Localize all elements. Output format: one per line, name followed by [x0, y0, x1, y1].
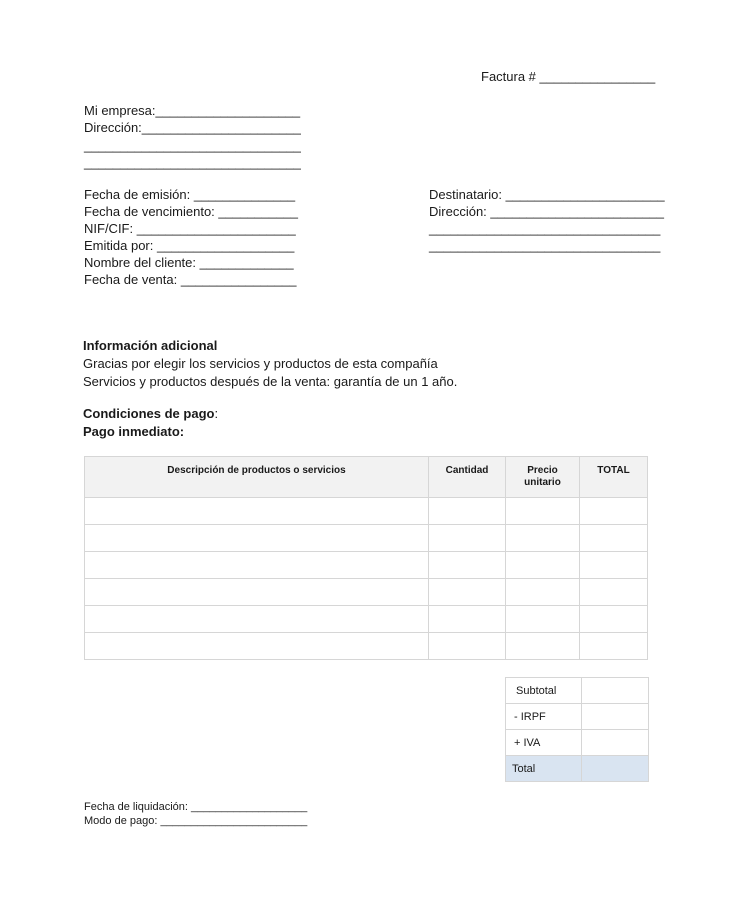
irpf-value-cell[interactable] — [582, 704, 649, 730]
subtotal-value-cell[interactable] — [582, 678, 649, 704]
payment-method-field: Modo de pago: ________________________ — [84, 815, 308, 827]
sale-date-field: Fecha de venta: ________________ — [84, 272, 297, 287]
header-quantity: Cantidad — [429, 457, 506, 498]
issue-date-field: Fecha de emisión: ______________ — [84, 187, 296, 202]
payment-terms-heading — [83, 405, 218, 422]
description-cell[interactable] — [85, 525, 429, 552]
unit-price-cell[interactable] — [506, 498, 580, 525]
table-row — [85, 579, 648, 606]
description-cell[interactable] — [85, 552, 429, 579]
additional-info-line-1: Gracias por elegir los servicios y productos de esta compañía — [83, 356, 438, 371]
subtotal-label: Subtotal — [506, 678, 582, 704]
payment-terms-colon: : — [214, 406, 219, 421]
quantity-cell[interactable] — [429, 633, 506, 660]
client-name-field: Nombre del cliente: _____________ — [84, 255, 294, 270]
additional-info-heading: Información adicional — [83, 338, 218, 353]
description-cell[interactable] — [85, 606, 429, 633]
recipient-address-line-2: ________________________________ — [429, 221, 661, 236]
unit-price-cell[interactable] — [506, 552, 580, 579]
items-table — [84, 456, 648, 660]
quantity-cell[interactable] — [429, 552, 506, 579]
total-row — [506, 756, 649, 782]
invoice-number-label: Factura # ________________ — [481, 69, 656, 84]
settlement-date-field: Fecha de liquidación: ___________________ — [84, 801, 308, 813]
header-unit-price — [506, 457, 580, 498]
iva-label: + IVA — [506, 730, 582, 756]
total-value-cell[interactable] — [582, 756, 649, 782]
total-cell[interactable] — [580, 552, 648, 579]
header-description: Descripción de productos o servicios — [85, 457, 429, 498]
irpf-row — [506, 704, 649, 730]
company-address-field: Dirección:______________________ — [84, 120, 301, 135]
due-date-field: Fecha de vencimiento: ___________ — [84, 204, 298, 219]
header-unit-price-line-1: Precio — [527, 465, 558, 476]
description-cell[interactable] — [85, 579, 429, 606]
total-cell[interactable] — [580, 633, 648, 660]
description-cell[interactable] — [85, 498, 429, 525]
quantity-cell[interactable] — [429, 525, 506, 552]
payment-immediate-label: Pago inmediato: — [83, 424, 185, 439]
unit-price-cell[interactable] — [506, 633, 580, 660]
table-row — [85, 606, 648, 633]
total-cell[interactable] — [580, 606, 648, 633]
recipient-address-field: Dirección: ________________________ — [429, 204, 664, 219]
quantity-cell[interactable] — [429, 498, 506, 525]
header-unit-price-line-2: unitario — [524, 477, 561, 488]
company-address-line-2: ______________________________ — [84, 138, 301, 153]
items-table-header-row — [85, 457, 648, 498]
company-address-line-3: ______________________________ — [84, 155, 301, 170]
total-label: Total — [506, 756, 582, 782]
recipient-address-line-3: ________________________________ — [429, 238, 661, 253]
irpf-label: - IRPF — [506, 704, 582, 730]
table-row — [85, 498, 648, 525]
tax-id-field: NIF/CIF: ______________________ — [84, 221, 296, 236]
description-cell[interactable] — [85, 633, 429, 660]
totals-table — [505, 677, 649, 782]
total-cell[interactable] — [580, 525, 648, 552]
iva-row — [506, 730, 649, 756]
payment-terms-heading-text: Condiciones de pago — [83, 406, 215, 421]
total-cell[interactable] — [580, 498, 648, 525]
table-row — [85, 633, 648, 660]
recipient-name-field: Destinatario: ______________________ — [429, 187, 665, 202]
iva-value-cell[interactable] — [582, 730, 649, 756]
quantity-cell[interactable] — [429, 579, 506, 606]
header-total: TOTAL — [580, 457, 648, 498]
unit-price-cell[interactable] — [506, 579, 580, 606]
table-row — [85, 552, 648, 579]
unit-price-cell[interactable] — [506, 606, 580, 633]
table-row — [85, 525, 648, 552]
company-name-field: Mi empresa:____________________ — [84, 103, 301, 118]
total-cell[interactable] — [580, 579, 648, 606]
issued-by-field: Emitida por: ___________________ — [84, 238, 295, 253]
additional-info-line-2: Servicios y productos después de la venta: garantía de un 1 año. — [83, 374, 458, 389]
subtotal-row — [506, 678, 649, 704]
unit-price-cell[interactable] — [506, 525, 580, 552]
quantity-cell[interactable] — [429, 606, 506, 633]
